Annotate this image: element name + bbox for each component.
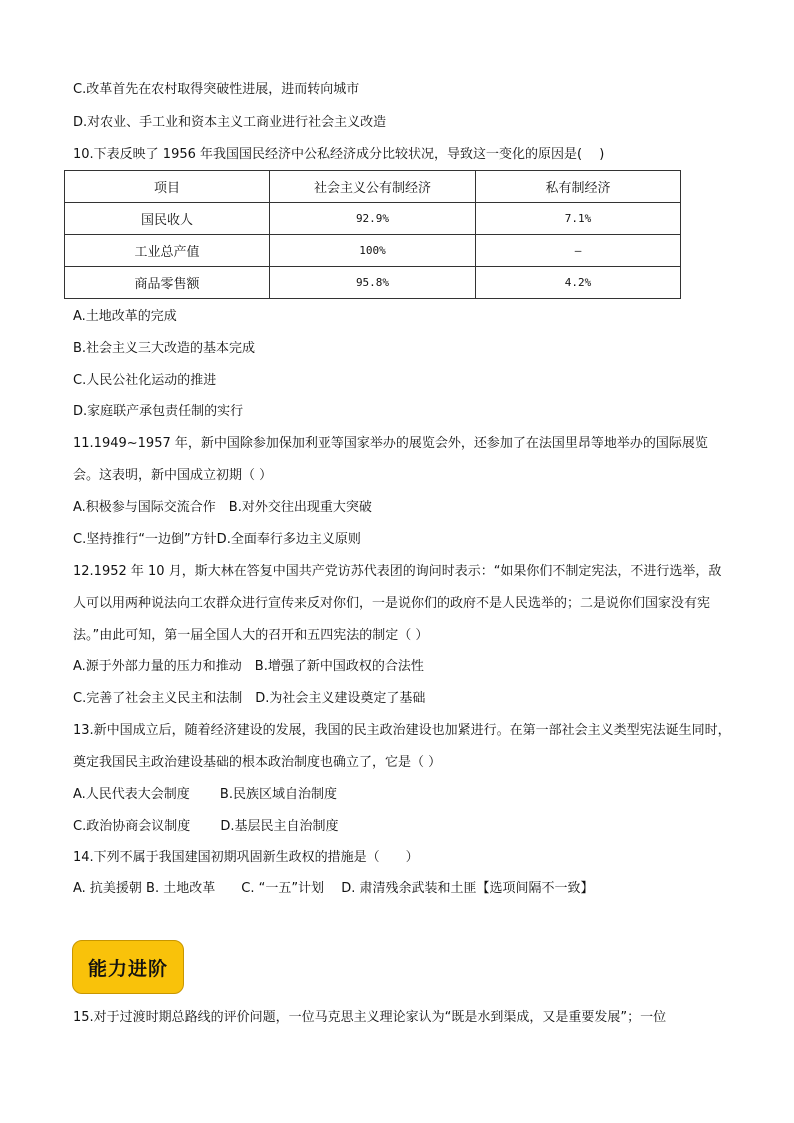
table-row [65, 235, 681, 267]
q10-option-c: C.人民公社化运动的推进 [73, 373, 217, 388]
table-row [65, 267, 681, 299]
q13-options-cd: C.政治协商会议制度 D.基层民主自治制度 [73, 819, 339, 834]
table-cell: 7.1% [476, 203, 681, 235]
q13-stem: 13.新中国成立后，随着经济建设的发展，我国的民主政治建设也加紧进行。在第一部社会主义类型宪法诞生同时，奠定我国民主政治建设基础的根本政治制度也确立了，它是（ ） [73, 723, 731, 770]
q10-option-b: B.社会主义三大改造的基本完成 [73, 341, 256, 356]
table-cell: 4.2% [476, 267, 681, 299]
q14-stem: 14.下列不属于我国建国初期巩固新生政权的措施是（ ） [73, 850, 419, 865]
q12-options-cd: C.完善了社会主义民主和法制 D.为社会主义建设奠定了基础 [73, 691, 426, 706]
q15-stem: 15.对于过渡时期总路线的评价问题，一位马克思主义理论家认为“既是水到渠成，又是重要发展”；一位 [73, 1010, 667, 1025]
economy-table [64, 170, 681, 299]
table-cell: 商品零售额 [65, 267, 270, 299]
table-cell: 工业总产值 [65, 235, 270, 267]
section-badge-label: 能力进阶 [87, 957, 168, 980]
q9-option-d: D.对农业、手工业和资本主义工商业进行社会主义改造 [73, 115, 387, 130]
q12-stem: 12.1952 年 10 月，斯大林在答复中国共产党访苏代表团的询问时表示：“如果你们不制定宪法，不进行选举，敌人可以用两种说法向工农群众进行宣传来反对你们，一是说你们的政府不是人民选举的；二是说你们国家没有宪法。”由此可知，第一届全国人大的召开和五四宪法的制定（ ） [73, 564, 722, 643]
table-cell: 95.8% [270, 267, 476, 299]
table-cell: 100% [270, 235, 476, 267]
section-badge [72, 940, 184, 994]
table-cell: 92.9% [270, 203, 476, 235]
q10-stem: 10.下表反映了 1956 年我国国民经济中公私经济成分比较状况，导致这一变化的原因是( ) [73, 147, 605, 162]
q9-option-c: C.改革首先在农村取得突破性进展，进而转向城市 [73, 82, 360, 97]
q10-option-d: D.家庭联产承包责任制的实行 [73, 404, 244, 419]
table-header-cell: 私有制经济 [476, 171, 681, 203]
q14-options: A. 抗美援朝 B. 土地改革 C. “一五”计划 D. 肃清残余武装和土匪【选项间隔不一致】 [73, 881, 594, 896]
q12-options-ab: A.源于外部力量的压力和推动 B.增强了新中国政权的合法性 [73, 659, 424, 674]
q13-options-ab: A.人民代表大会制度 B.民族区域自治制度 [73, 787, 337, 802]
table-header-cell: 社会主义公有制经济 [270, 171, 476, 203]
q11-stem: 11.1949~1957 年，新中国除参加保加利亚等国家举办的展览会外，还参加了在法国里昂等地举办的国际展览会。这表明，新中国成立初期（ ） [73, 436, 708, 483]
table-cell: 国民收人 [65, 203, 270, 235]
q11-options-ab: A.积极参与国际交流合作 B.对外交往出现重大突破 [73, 500, 372, 515]
table-row [65, 203, 681, 235]
table-header-cell: 项目 [65, 171, 270, 203]
table-header-row [65, 171, 681, 203]
q11-options-cd: C.坚持推行“一边倒”方针D.全面奉行多边主义原则 [73, 532, 361, 547]
table-cell: — [476, 235, 681, 267]
q10-option-a: A.土地改革的完成 [73, 309, 177, 324]
